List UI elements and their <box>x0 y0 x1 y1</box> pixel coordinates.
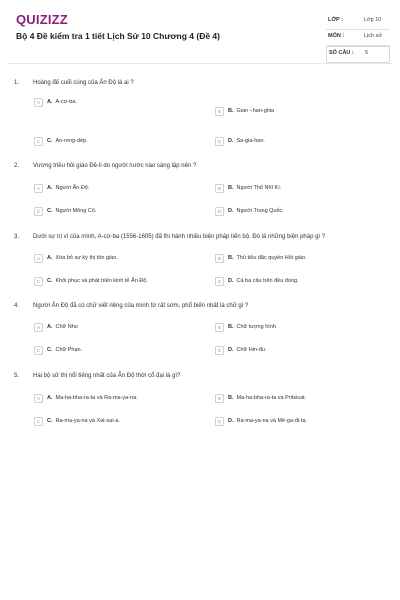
option-box[interactable]: A <box>34 98 43 107</box>
option-a[interactable] <box>34 96 77 108</box>
option-text: Chữ tượng hình <box>236 324 276 330</box>
option-text: Người Trung Quốc. <box>236 208 284 214</box>
option-box[interactable]: A <box>34 323 43 332</box>
option-box[interactable]: C <box>34 137 43 146</box>
option-d[interactable] <box>215 275 299 287</box>
quizizz-logo: QUIZIZZ <box>16 12 68 27</box>
option-box[interactable]: B <box>215 184 224 193</box>
option-letter: A. <box>47 395 53 401</box>
option-box[interactable]: B <box>215 107 224 116</box>
option-letter: B. <box>228 185 234 191</box>
option-box[interactable]: B <box>215 323 224 332</box>
option-b[interactable] <box>215 392 306 404</box>
option-text: Gian –han-ghia <box>236 108 275 114</box>
meta-key: LỚP : <box>328 17 343 23</box>
option-text: Ma-ha-bha-ra-ta và Ra-ma-ya-na. <box>55 395 138 401</box>
option-letter: B. <box>228 255 234 261</box>
option-letter: D. <box>228 208 234 214</box>
meta-row-class <box>326 14 390 30</box>
option-a[interactable] <box>34 321 78 333</box>
option-text: Khôi phục và phát triển kinh tế Ấn Độ. <box>55 278 148 284</box>
option-c[interactable] <box>34 415 120 427</box>
option-box[interactable]: A <box>34 394 43 403</box>
option-text: Chữ Phạn. <box>55 347 83 353</box>
option-box[interactable]: B <box>215 394 224 403</box>
question-text: Dưới sự trị vì của mình, A-cơ-ba (1556-1605) đã thi hành nhiều biện pháp tiến bộ. Đó là những biện pháp gì ? <box>33 234 326 240</box>
option-b[interactable] <box>215 321 276 333</box>
meta-value: 5 <box>365 50 369 56</box>
question-number: 3. <box>14 234 20 240</box>
option-a[interactable] <box>34 392 138 404</box>
option-letter: D. <box>228 347 234 353</box>
option-text: Chữ Nho <box>55 324 78 330</box>
question-text: Người Ấn Độ đã có chữ viết riêng của mình từ rất sớm, phổ biến nhất là chữ gì ? <box>33 303 249 309</box>
meta-key: MÔN : <box>328 33 345 39</box>
option-b[interactable] <box>215 105 274 117</box>
option-box[interactable]: C <box>34 346 43 355</box>
option-d[interactable] <box>215 344 266 356</box>
page-title: Bộ 4 Đề kiểm tra 1 tiết Lịch Sử 10 Chương 4 (Đề 4) <box>16 31 220 41</box>
option-a[interactable] <box>34 252 118 264</box>
option-d[interactable] <box>215 205 284 217</box>
option-d[interactable] <box>215 415 307 427</box>
option-a[interactable] <box>34 182 89 194</box>
option-text: Chữ Hin-đu. <box>236 347 267 353</box>
meta-value: Lịch sử <box>364 33 383 39</box>
option-letter: A. <box>47 255 53 261</box>
option-letter: A. <box>47 185 53 191</box>
option-b[interactable] <box>215 252 307 264</box>
option-box[interactable]: C <box>34 417 43 426</box>
option-text: Người Ấn Độ. <box>55 185 90 191</box>
question-number: 4. <box>14 303 20 309</box>
option-box[interactable]: D <box>215 277 224 286</box>
header-divider <box>8 63 392 64</box>
option-text: A-cơ-ba. <box>55 99 77 105</box>
meta-box <box>326 14 390 63</box>
option-box[interactable]: A <box>34 254 43 263</box>
meta-value: Lớp 10 <box>364 17 382 23</box>
option-letter: C. <box>47 418 53 424</box>
option-box[interactable]: D <box>215 207 224 216</box>
question-text: Hai bộ sử thi nổi tiếng nhất của Ấn Độ thời cổ đại là gì? <box>33 373 181 379</box>
option-letter: A. <box>47 99 53 105</box>
option-text: Sa-gia-han. <box>236 138 265 144</box>
option-c[interactable] <box>34 205 96 217</box>
option-text: Cả ba câu trên đều đúng. <box>236 278 299 284</box>
option-box[interactable]: D <box>215 346 224 355</box>
option-box[interactable]: D <box>215 137 224 146</box>
option-text: Người Mông Cổ. <box>55 208 97 214</box>
option-letter: C. <box>47 138 53 144</box>
question-number: 5. <box>14 373 20 379</box>
meta-row-subject <box>326 30 390 46</box>
option-box[interactable]: A <box>34 184 43 193</box>
option-letter: B. <box>228 324 234 330</box>
question-number: 2. <box>14 163 20 169</box>
meta-key: SỐ CÂU : <box>329 50 354 56</box>
option-letter: C. <box>47 278 53 284</box>
option-c[interactable] <box>34 344 82 356</box>
option-text: Người Thổ Nhĩ Kì. <box>236 185 282 191</box>
option-box[interactable]: C <box>34 277 43 286</box>
option-text: Ra-ma-ya-na và Mê-ga-đi-ta. <box>236 418 308 424</box>
option-letter: B. <box>228 108 234 114</box>
option-letter: A. <box>47 324 53 330</box>
question-text: Vương triều hồi giáo Đê-li do người nước nào sáng lập nên ? <box>33 163 197 169</box>
option-letter: C. <box>47 208 53 214</box>
option-box[interactable]: D <box>215 417 224 426</box>
question-number: 1. <box>14 80 20 86</box>
option-text: Ao-reng-dép. <box>55 138 88 144</box>
option-c[interactable] <box>34 135 88 147</box>
option-b[interactable] <box>215 182 281 194</box>
option-box[interactable]: B <box>215 254 224 263</box>
option-text: Xóa bỏ sự kỳ thị tôn giáo. <box>55 255 118 261</box>
option-letter: C. <box>47 347 53 353</box>
option-letter: B. <box>228 395 234 401</box>
option-letter: D. <box>228 418 234 424</box>
option-d[interactable] <box>215 135 265 147</box>
option-box[interactable]: C <box>34 207 43 216</box>
meta-row-count <box>326 46 390 63</box>
option-c[interactable] <box>34 275 148 287</box>
option-text: Ma-ha-bha-ra-ta và Pritsicat. <box>236 395 307 401</box>
option-letter: D. <box>228 138 234 144</box>
question-text: Hoàng đế cuối cùng của Ấn Độ là ai ? <box>33 80 134 86</box>
option-letter: D. <box>228 278 234 284</box>
option-text: Ra-ma-ya-na và Xat-sai-a. <box>55 418 120 424</box>
option-text: Thủ tiêu đặc quyền Hồi giáo. <box>236 255 307 261</box>
